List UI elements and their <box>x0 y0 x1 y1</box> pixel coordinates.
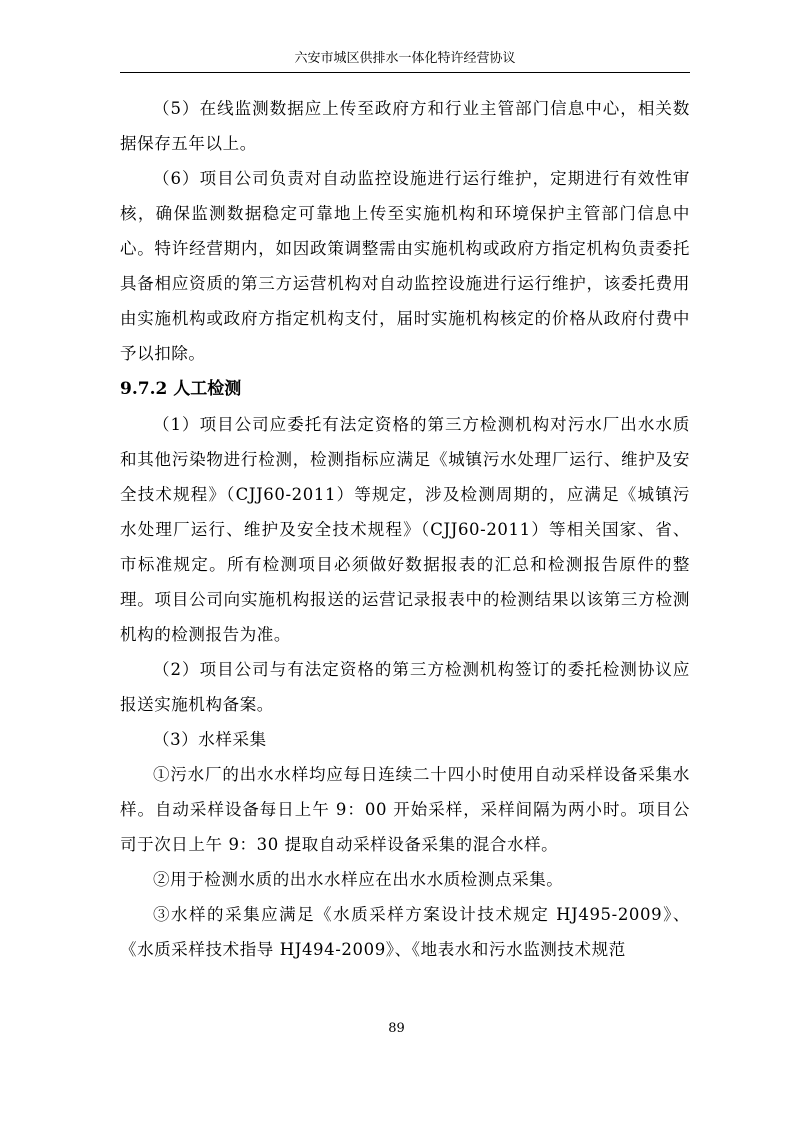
header-rule <box>120 72 690 73</box>
paragraph-sampling-schedule: ①污水厂的出水水样均应每日连续二十四小时使用自动采样设备采集水样。自动采样设备每日上午 9：00 开始采样，采样间隔为两小时。项目公司于次日上午 9：30 提取自动采样设备采集的混合水样。 <box>120 765 690 854</box>
section-heading-manual-testing: 9.7.2 人工检测 <box>120 379 242 399</box>
paragraph-testing-agreement-filing: （2）项目公司与有法定资格的第三方检测机构签订的委托检测协议应报送实施机构备案。 <box>120 660 690 714</box>
paragraph-online-monitoring-upload: （5）在线监测数据应上传至政府方和行业主管部门信息中心，相关数据保存五年以上。 <box>120 99 690 153</box>
document-body <box>120 91 690 967</box>
paragraph-auto-monitoring-maintenance: （6）项目公司负责对自动监控设施进行运行维护，定期进行有效性审核，确保监测数据稳定可靠地上传至实施机构和环境保护主管部门信息中心。特许经营期内，如因政策调整需由实施机构或政府方指定机构负责委托具备相应资质的第三方运营机构对自动监控设施进行运行维护，该委托费用由实施机构或政府方指定机构支付，届时实施机构核定的价格从政府付费中予以扣除。 <box>120 169 690 363</box>
paragraph-sampling-point: ②用于检测水质的出水水样应在出水水质检测点采集。 <box>153 870 564 889</box>
paragraph-third-party-testing: （1）项目公司应委托有法定资格的第三方检测机构对污水厂出水水质和其他污染物进行检测，检测指标应满足《城镇污水处理厂运行、维护及安全技术规程》（CJJ60-2011）等规定，涉及检测周期的，应满足《城镇污水处理厂运行、维护及安全技术规程》（CJJ60-2011）等相关国家、省、市标准规定。所有检测项目必须做好数据报表的汇总和检测报告原件的整理。项目公司向实施机构报送的运营记录报表中的检测结果以该第三方检测机构的检测报告为准。 <box>120 415 690 644</box>
page-header: 六安市城区供排水一体化特许经营协议 <box>294 51 516 66</box>
paragraph-water-sampling-title: （3）水样采集 <box>153 730 267 749</box>
paragraph-sampling-standards: ③水样的采集应满足《水质采样方案设计技术规定 HJ495-2009》、《水质采样技术指导 HJ494-2009》、《地表水和污水监测技术规范 <box>120 905 690 959</box>
page-number: 89 <box>388 1021 405 1036</box>
